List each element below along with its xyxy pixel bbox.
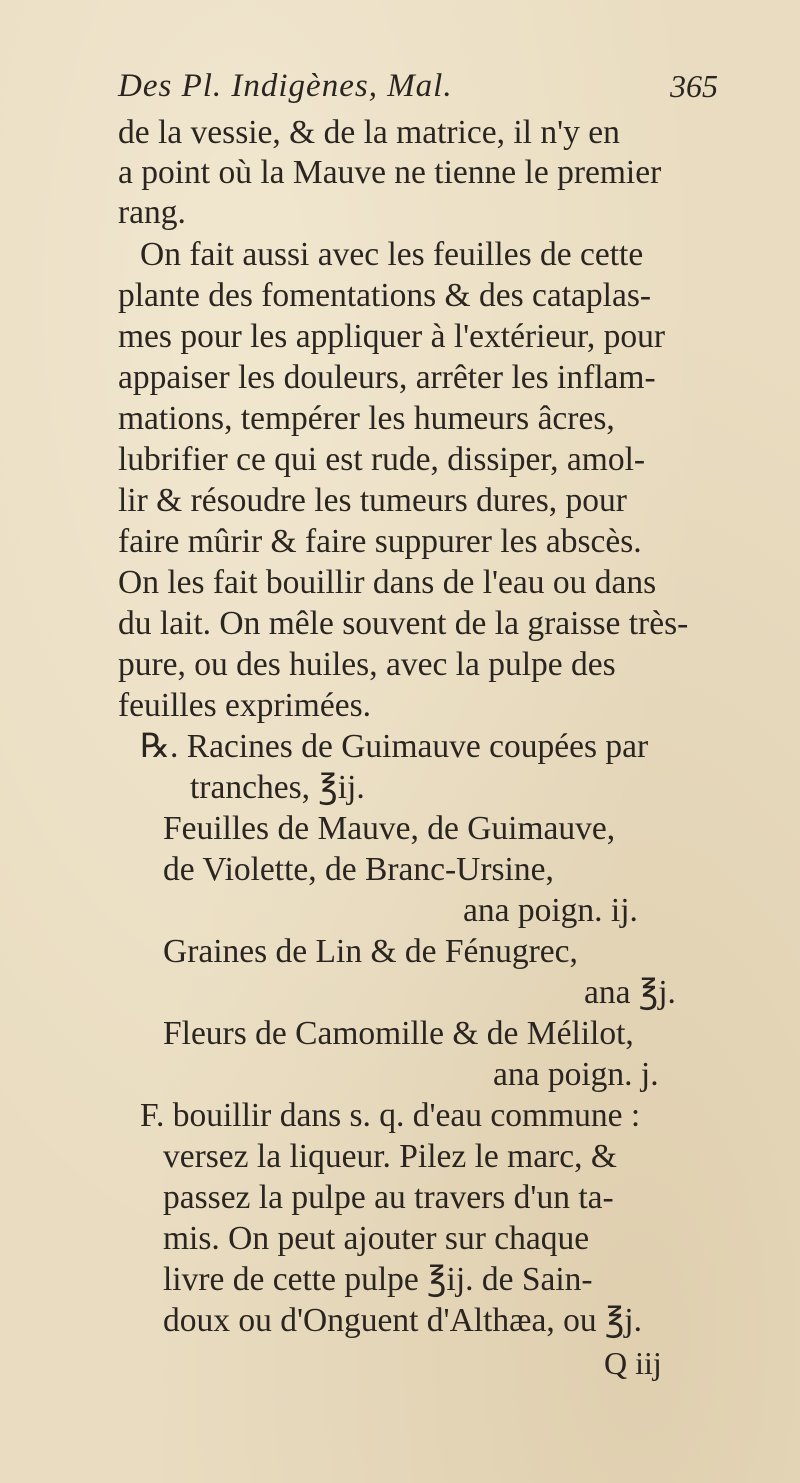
text-line: lir & résoudre les tumeurs dures, pour <box>118 482 627 519</box>
recipe-line: ana ℥j. <box>584 974 676 1011</box>
recipe-line: Fleurs de Camomille & de Mélilot, <box>163 1015 634 1052</box>
text-line: du lait. On mêle souvent de la graisse très- <box>118 605 689 642</box>
recipe-line: F. bouillir dans s. q. d'eau commune : <box>140 1097 641 1134</box>
text-line: rang. <box>118 194 186 231</box>
text-line: faire mûrir & faire suppurer les abscès. <box>118 523 642 560</box>
recipe-line: versez la liqueur. Pilez le marc, & <box>163 1138 617 1175</box>
recipe-line: mis. On peut ajouter sur chaque <box>163 1220 590 1257</box>
recipe-line: ana poign. ij. <box>463 892 638 929</box>
text-line: mes pour les appliquer à l'extérieur, pour <box>118 318 666 355</box>
text-line: a point où la Mauve ne tienne le premier <box>118 154 662 191</box>
recipe-line: ℞. Racines de Guimauve coupées par <box>140 728 649 765</box>
recipe-line: de Violette, de Branc-Ursine, <box>163 851 554 888</box>
recipe-line: Graines de Lin & de Fénugrec, <box>163 933 578 970</box>
text-line: On fait aussi avec les feuilles de cette <box>140 236 644 273</box>
text-line: mations, tempérer les humeurs âcres, <box>118 400 615 437</box>
signature-mark: Q iij <box>604 1345 662 1381</box>
recipe-line: passez la pulpe au travers d'un ta- <box>163 1179 614 1216</box>
page-number: 365 <box>670 68 718 104</box>
text-line: feuilles exprimées. <box>118 687 372 724</box>
running-title: Des Pl. Indigènes, Mal. <box>118 68 453 104</box>
text-line: lubrifier ce qui est rude, dissiper, amol- <box>118 441 646 478</box>
running-header <box>118 68 718 108</box>
text-line: On les fait bouillir dans de l'eau ou dans <box>118 564 657 601</box>
recipe-line: tranches, ℥ij. <box>190 769 365 806</box>
text-line: appaiser les douleurs, arrêter les inflam- <box>118 359 656 396</box>
text-line: plante des fomentations & des cataplas- <box>118 277 652 314</box>
recipe-line: Feuilles de Mauve, de Guimauve, <box>163 810 616 847</box>
recipe-line: doux ou d'Onguent d'Althæa, ou ℥j. <box>163 1302 642 1339</box>
text-line: pure, ou des huiles, avec la pulpe des <box>118 646 616 683</box>
text-line: de la vessie, & de la matrice, il n'y en <box>118 114 620 151</box>
recipe-line: livre de cette pulpe ℥ij. de Sain- <box>163 1261 593 1298</box>
recipe-line: ana poign. j. <box>493 1056 659 1093</box>
